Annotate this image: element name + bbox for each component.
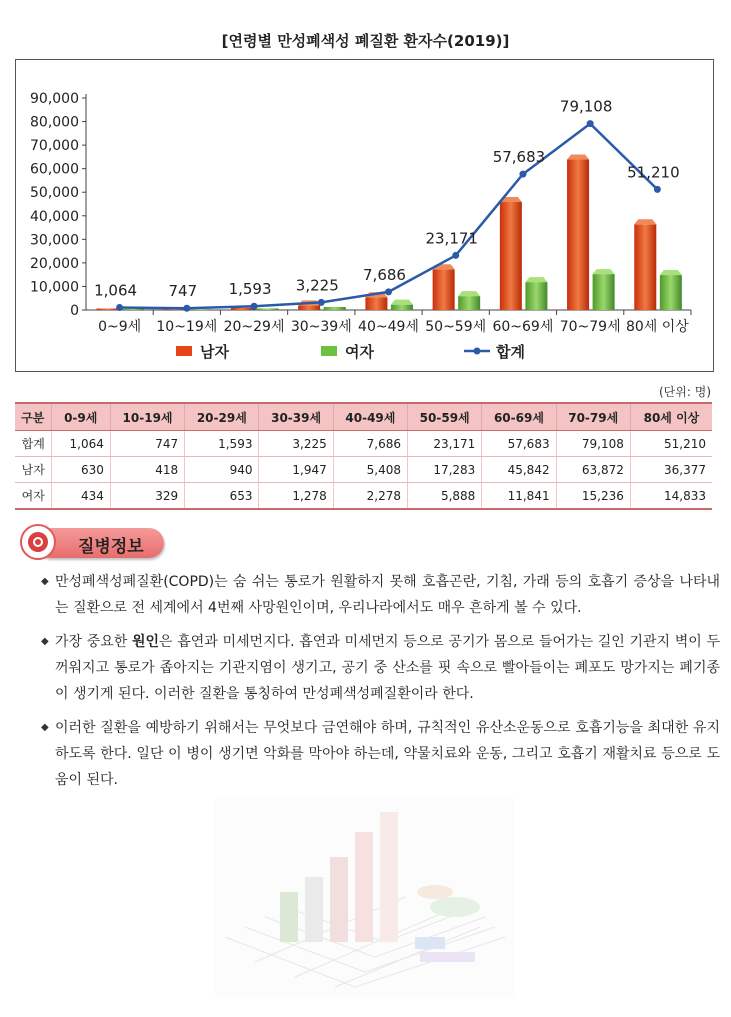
female-bar-top xyxy=(391,300,413,305)
table-header-age: 40-49세 xyxy=(333,403,407,431)
female-bar-top xyxy=(593,269,615,274)
table-cell: 11,841 xyxy=(482,483,556,510)
table-cell: 17,283 xyxy=(408,457,482,483)
y-tick-label: 70,000 xyxy=(30,138,79,155)
table-header-age: 20-29세 xyxy=(185,403,259,431)
total-point xyxy=(385,288,392,295)
row-label: 합계 xyxy=(15,431,51,457)
female-bar-top xyxy=(458,291,480,296)
table-cell: 1,947 xyxy=(259,457,333,483)
total-data-label: 1,064 xyxy=(94,281,138,300)
legend-swatch xyxy=(176,346,192,356)
bullet-item xyxy=(41,569,720,621)
y-tick-label: 80,000 xyxy=(30,114,79,131)
male-bar xyxy=(567,160,589,310)
table-cell: 329 xyxy=(110,483,184,510)
table-cell: 747 xyxy=(110,431,184,457)
female-bar xyxy=(391,305,413,310)
x-tick-label: 80세 이상 xyxy=(625,319,689,335)
table-cell: 3,225 xyxy=(259,431,333,457)
table-cell: 63,872 xyxy=(556,457,630,483)
female-bar xyxy=(525,282,547,310)
total-data-label: 747 xyxy=(168,282,198,301)
bullet-diamond-icon: ◆ xyxy=(41,722,49,733)
total-data-label: 23,171 xyxy=(425,229,478,248)
table-cell: 5,888 xyxy=(408,483,482,510)
info-icon xyxy=(20,524,56,560)
total-data-label: 79,108 xyxy=(559,97,613,116)
male-bar xyxy=(500,202,522,310)
male-bar xyxy=(298,305,320,310)
legend-label: 여자 xyxy=(345,343,374,361)
table-header-age: 30-39세 xyxy=(259,403,333,431)
female-bar xyxy=(324,307,346,310)
male-bar-top xyxy=(567,155,589,160)
x-tick-label: 40~49세 xyxy=(358,319,419,335)
table-row xyxy=(15,431,712,457)
male-bar xyxy=(634,224,656,310)
table-cell: 7,686 xyxy=(333,431,407,457)
table-header-age: 80세 이상 xyxy=(630,403,712,431)
table-header-age: 10-19세 xyxy=(110,403,184,431)
total-point xyxy=(318,299,325,306)
section-header xyxy=(20,522,165,562)
y-tick-label: 10,000 xyxy=(30,279,79,296)
bullet-text: 은 흡연과 미세먼지다. 흡연과 미세먼지 등으로 공기가 몸으로 들어가는 길인 기관지 벽이 두꺼워지고 통로가 좁아지는 기관지염이 생기고, 공기 중 산소를 핏 속으로 빨아들이는 폐포도 망가지는 폐기종이 생기게 된다. 이러한 질환을 통칭하여 만성폐색성폐질환이라 한다. xyxy=(55,634,720,702)
male-bar xyxy=(365,297,387,310)
legend-marker xyxy=(474,348,481,355)
table-header-age: 70-79세 xyxy=(556,403,630,431)
table-cell: 14,833 xyxy=(630,483,712,510)
patient-table xyxy=(15,402,712,510)
table-cell: 57,683 xyxy=(482,431,556,457)
row-label: 여자 xyxy=(15,483,51,510)
total-point xyxy=(587,120,594,127)
total-data-label: 1,593 xyxy=(228,280,272,299)
total-point xyxy=(452,252,459,259)
female-bar xyxy=(593,274,615,310)
table-row xyxy=(15,457,712,483)
female-bar xyxy=(257,308,279,310)
unit-label: (단위: 명) xyxy=(659,385,711,399)
female-bar xyxy=(660,275,682,310)
female-bar xyxy=(122,309,144,310)
bullet-item xyxy=(41,715,720,793)
male-bar-top xyxy=(634,219,656,224)
x-tick-label: 70~79세 xyxy=(559,319,621,335)
table-header-age: 50-59세 xyxy=(408,403,482,431)
table-header-age: 0-9세 xyxy=(51,403,110,431)
table-header-row xyxy=(15,403,712,431)
table-cell: 1,278 xyxy=(259,483,333,510)
legend-label: 남자 xyxy=(200,343,229,361)
info-bullets xyxy=(41,569,720,801)
table-cell: 5,408 xyxy=(333,457,407,483)
total-point xyxy=(251,303,258,310)
bullet-emphasis: 원인 xyxy=(131,634,160,650)
chart-title: [연령별 만성폐색성 폐질환 환자수(2019)] xyxy=(221,32,510,50)
x-tick-label: 30~39세 xyxy=(290,319,352,335)
x-tick-label: 0~9세 xyxy=(98,319,142,335)
male-bar xyxy=(231,308,253,310)
table-cell: 434 xyxy=(51,483,110,510)
female-bar xyxy=(458,296,480,310)
x-tick-label: 20~29세 xyxy=(223,319,285,335)
table-cell: 653 xyxy=(185,483,259,510)
section-title: 질병정보 xyxy=(78,537,144,557)
y-tick-label: 60,000 xyxy=(30,161,79,178)
chart-panel xyxy=(15,59,714,372)
x-tick-label: 10~19세 xyxy=(156,319,218,335)
decorative-chart-image xyxy=(205,787,525,1007)
y-tick-label: 20,000 xyxy=(30,255,79,272)
table-header-age: 60-69세 xyxy=(482,403,556,431)
y-tick-label: 30,000 xyxy=(30,232,79,249)
table-cell: 23,171 xyxy=(408,431,482,457)
table-cell: 1,593 xyxy=(185,431,259,457)
age-patients-chart xyxy=(16,60,713,371)
male-bar xyxy=(433,269,455,310)
bullet-text: 가장 중요한 xyxy=(55,634,132,650)
x-tick-label: 60~69세 xyxy=(492,319,554,335)
y-tick-label: 90,000 xyxy=(30,91,79,107)
table-cell: 79,108 xyxy=(556,431,630,457)
y-tick-label: 40,000 xyxy=(30,208,79,225)
table-cell: 45,842 xyxy=(482,457,556,483)
table-cell: 418 xyxy=(110,457,184,483)
bullet-diamond-icon: ◆ xyxy=(41,636,49,647)
bullet-diamond-icon: ◆ xyxy=(41,576,49,587)
table-cell: 1,064 xyxy=(51,431,110,457)
male-bar xyxy=(97,309,119,310)
table-cell: 15,236 xyxy=(556,483,630,510)
table-cell: 2,278 xyxy=(333,483,407,510)
table-cell: 940 xyxy=(185,457,259,483)
bullet-text: 이러한 질환을 예방하기 위해서는 무엇보다 금연해야 하며, 규칙적인 유산소운동으로 호흡기능을 최대한 유지하도록 한다. 일단 이 병이 생기면 악화를 막아야 하는데, 약물치료와 운동, 그리고 호흡기 재활치료 등으로 도움이 된다. xyxy=(55,720,720,788)
total-data-label: 51,210 xyxy=(627,163,680,182)
female-bar-top xyxy=(660,270,682,275)
table-cell: 630 xyxy=(51,457,110,483)
table-header-label: 구분 xyxy=(15,403,51,431)
total-point xyxy=(116,304,123,311)
y-tick-label: 0 xyxy=(70,303,79,319)
legend-label: 합계 xyxy=(496,343,525,361)
total-data-label: 57,683 xyxy=(492,148,546,167)
total-point xyxy=(654,186,661,193)
table-cell: 36,377 xyxy=(630,457,712,483)
row-label: 남자 xyxy=(15,457,51,483)
total-data-label: 3,225 xyxy=(295,276,339,295)
table-row xyxy=(15,483,712,510)
table-cell: 51,210 xyxy=(630,431,712,457)
female-bar xyxy=(189,309,211,310)
bullet-text: 만성폐색성폐질환(COPD)는 숨 쉬는 통로가 원활하지 못해 호흡곤란, 기침, 가래 등의 호흡기 증상을 나타내는 질환으로 전 세계에서 4번째 사망원인이며, 우리나라에서도 매우 흔하게 볼 수 있다. xyxy=(55,574,720,616)
x-tick-label: 50~59세 xyxy=(425,319,487,335)
female-bar-top xyxy=(525,277,547,282)
table-body xyxy=(15,431,712,510)
total-point xyxy=(183,305,190,312)
legend-swatch xyxy=(321,346,337,356)
bullet-item xyxy=(41,629,720,707)
y-tick-label: 50,000 xyxy=(30,185,79,202)
total-data-label: 7,686 xyxy=(363,265,406,284)
total-point xyxy=(519,171,526,178)
